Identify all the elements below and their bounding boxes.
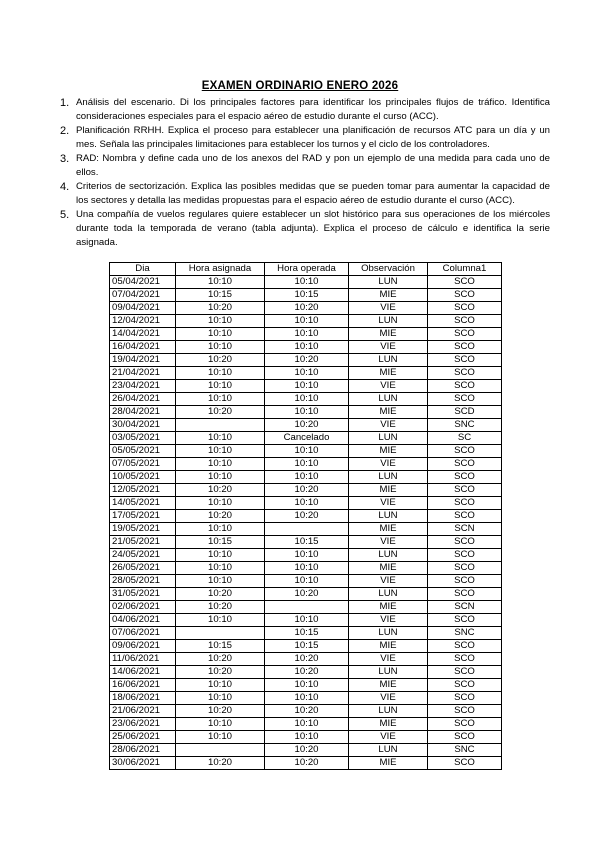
cell-columna1: SCO — [428, 588, 502, 601]
table-row — [110, 497, 502, 510]
cell-columna1: SCO — [428, 393, 502, 406]
cell-hora-asignada: 10:20 — [176, 705, 265, 718]
table-row — [110, 640, 502, 653]
cell-dia: 03/05/2021 — [110, 432, 176, 445]
question-number: 2. — [60, 125, 70, 137]
cell-hora-asignada: 10:15 — [176, 640, 265, 653]
question-number: 1. — [60, 97, 70, 109]
cell-observacion: VIE — [349, 614, 428, 627]
cell-dia: 24/05/2021 — [110, 549, 176, 562]
table-row — [110, 601, 502, 614]
table-row — [110, 406, 502, 419]
cell-observacion: VIE — [349, 731, 428, 744]
table-row — [110, 315, 502, 328]
header-hora-operada: Hora operada — [265, 263, 349, 276]
cell-columna1: SCO — [428, 315, 502, 328]
cell-hora-asignada: 10:15 — [176, 536, 265, 549]
cell-hora-operada: 10:10 — [265, 315, 349, 328]
cell-hora-operada: 10:10 — [265, 718, 349, 731]
cell-columna1: SC — [428, 432, 502, 445]
cell-dia: 18/06/2021 — [110, 692, 176, 705]
cell-hora-operada — [265, 523, 349, 536]
cell-observacion: MIE — [349, 757, 428, 770]
cell-observacion: LUN — [349, 432, 428, 445]
exam-title: EXAMEN ORDINARIO ENERO 2026 — [201, 80, 399, 92]
cell-hora-asignada: 10:15 — [176, 289, 265, 302]
question-number: 5. — [60, 209, 70, 221]
cell-observacion: VIE — [349, 419, 428, 432]
table-row — [110, 367, 502, 380]
cell-hora-asignada: 10:10 — [176, 315, 265, 328]
table-row — [110, 627, 502, 640]
cell-observacion: LUN — [349, 666, 428, 679]
question-number: 3. — [60, 153, 70, 165]
cell-hora-operada: 10:15 — [265, 640, 349, 653]
cell-columna1: SNC — [428, 744, 502, 757]
question-item — [60, 96, 550, 124]
cell-dia: 28/06/2021 — [110, 744, 176, 757]
table-row — [110, 380, 502, 393]
cell-columna1: SCO — [428, 731, 502, 744]
cell-observacion: VIE — [349, 692, 428, 705]
cell-hora-operada: 10:10 — [265, 406, 349, 419]
cell-hora-asignada: 10:10 — [176, 614, 265, 627]
cell-hora-asignada — [176, 419, 265, 432]
cell-columna1: SCO — [428, 614, 502, 627]
cell-columna1: SCO — [428, 549, 502, 562]
cell-observacion: VIE — [349, 653, 428, 666]
cell-dia: 28/04/2021 — [110, 406, 176, 419]
cell-dia: 21/04/2021 — [110, 367, 176, 380]
table-row — [110, 705, 502, 718]
table-row — [110, 562, 502, 575]
table-row — [110, 302, 502, 315]
cell-columna1: SCO — [428, 640, 502, 653]
cell-observacion: LUN — [349, 471, 428, 484]
table-row — [110, 653, 502, 666]
cell-dia: 31/05/2021 — [110, 588, 176, 601]
cell-hora-operada: 10:10 — [265, 731, 349, 744]
cell-hora-asignada: 10:20 — [176, 354, 265, 367]
header-hora-asignada: Hora asignada — [176, 263, 265, 276]
cell-dia: 12/05/2021 — [110, 484, 176, 497]
cell-columna1: SCO — [428, 380, 502, 393]
cell-hora-asignada: 10:10 — [176, 497, 265, 510]
cell-observacion: LUN — [349, 588, 428, 601]
table-row — [110, 731, 502, 744]
cell-observacion: LUN — [349, 276, 428, 289]
cell-columna1: SCO — [428, 679, 502, 692]
cell-hora-asignada: 10:20 — [176, 484, 265, 497]
table-header-row — [110, 263, 502, 276]
cell-dia: 07/05/2021 — [110, 458, 176, 471]
cell-dia: 12/04/2021 — [110, 315, 176, 328]
cell-hora-asignada: 10:10 — [176, 549, 265, 562]
table-row — [110, 393, 502, 406]
cell-columna1: SCO — [428, 276, 502, 289]
cell-observacion: LUN — [349, 744, 428, 757]
cell-dia: 11/06/2021 — [110, 653, 176, 666]
cell-dia: 25/06/2021 — [110, 731, 176, 744]
cell-hora-asignada: 10:20 — [176, 588, 265, 601]
cell-hora-asignada: 10:10 — [176, 393, 265, 406]
table-row — [110, 289, 502, 302]
question-list — [60, 96, 550, 250]
cell-hora-asignada: 10:10 — [176, 523, 265, 536]
cell-hora-operada: 10:20 — [265, 653, 349, 666]
table-row — [110, 575, 502, 588]
cell-observacion: VIE — [349, 536, 428, 549]
cell-dia: 28/05/2021 — [110, 575, 176, 588]
table-row — [110, 614, 502, 627]
cell-columna1: SNC — [428, 627, 502, 640]
table-row — [110, 276, 502, 289]
cell-observacion: VIE — [349, 380, 428, 393]
cell-hora-asignada: 10:20 — [176, 757, 265, 770]
cell-columna1: SCN — [428, 523, 502, 536]
table-row — [110, 666, 502, 679]
cell-observacion: LUN — [349, 510, 428, 523]
cell-columna1: SCO — [428, 575, 502, 588]
cell-hora-operada: 10:10 — [265, 445, 349, 458]
cell-dia: 09/06/2021 — [110, 640, 176, 653]
cell-dia: 16/04/2021 — [110, 341, 176, 354]
cell-hora-operada: 10:10 — [265, 575, 349, 588]
table-row — [110, 341, 502, 354]
cell-hora-operada: 10:20 — [265, 354, 349, 367]
cell-dia: 30/06/2021 — [110, 757, 176, 770]
cell-observacion: MIE — [349, 562, 428, 575]
question-item — [60, 208, 550, 250]
cell-hora-operada: 10:20 — [265, 757, 349, 770]
cell-observacion: VIE — [349, 458, 428, 471]
cell-hora-operada: 10:20 — [265, 744, 349, 757]
header-dia: Dia — [110, 263, 176, 276]
cell-hora-operada: 10:10 — [265, 471, 349, 484]
cell-dia: 02/06/2021 — [110, 601, 176, 614]
cell-hora-operada: 10:10 — [265, 562, 349, 575]
cell-hora-asignada: 10:10 — [176, 367, 265, 380]
cell-observacion: MIE — [349, 640, 428, 653]
cell-hora-operada: 10:15 — [265, 289, 349, 302]
cell-columna1: SCO — [428, 653, 502, 666]
cell-hora-asignada: 10:10 — [176, 718, 265, 731]
cell-dia: 21/06/2021 — [110, 705, 176, 718]
cell-columna1: SCO — [428, 458, 502, 471]
cell-observacion: MIE — [349, 679, 428, 692]
cell-observacion: VIE — [349, 341, 428, 354]
cell-columna1: SCO — [428, 367, 502, 380]
table-row — [110, 757, 502, 770]
cell-hora-operada: 10:15 — [265, 536, 349, 549]
cell-hora-asignada: 10:20 — [176, 653, 265, 666]
cell-observacion: MIE — [349, 484, 428, 497]
cell-observacion: LUN — [349, 549, 428, 562]
cell-hora-operada: 10:15 — [265, 627, 349, 640]
cell-columna1: SCN — [428, 601, 502, 614]
cell-dia: 09/04/2021 — [110, 302, 176, 315]
question-item — [60, 180, 550, 208]
cell-hora-asignada: 10:10 — [176, 432, 265, 445]
cell-hora-operada: 10:10 — [265, 692, 349, 705]
cell-observacion: LUN — [349, 354, 428, 367]
cell-hora-asignada: 10:20 — [176, 406, 265, 419]
cell-hora-asignada: 10:10 — [176, 692, 265, 705]
question-text: Criterios de sectorización. Explica las posibles medidas que se pueden tomar para aumentar la capacidad de los sectores y detalla las medidas propuestas para el espacio aéreo de estudio durante el curso (ACC). — [76, 181, 550, 206]
cell-dia: 14/04/2021 — [110, 328, 176, 341]
cell-hora-asignada: 10:10 — [176, 731, 265, 744]
cell-columna1: SCO — [428, 497, 502, 510]
question-text: RAD: Nombra y define cada uno de los anexos del RAD y pon un ejemplo de una medida para cada uno de ellos. — [76, 153, 550, 178]
cell-observacion: MIE — [349, 718, 428, 731]
cell-dia: 19/04/2021 — [110, 354, 176, 367]
question-item — [60, 124, 550, 152]
cell-hora-asignada: 10:10 — [176, 445, 265, 458]
table-row — [110, 328, 502, 341]
cell-columna1: SCO — [428, 484, 502, 497]
cell-columna1: SCO — [428, 705, 502, 718]
header-columna1: Columna1 — [428, 263, 502, 276]
table-row — [110, 432, 502, 445]
cell-observacion: LUN — [349, 393, 428, 406]
cell-hora-asignada: 10:10 — [176, 575, 265, 588]
cell-hora-operada: 10:20 — [265, 588, 349, 601]
cell-hora-operada: 10:10 — [265, 679, 349, 692]
cell-dia: 07/06/2021 — [110, 627, 176, 640]
cell-hora-operada — [265, 601, 349, 614]
cell-dia: 07/04/2021 — [110, 289, 176, 302]
cell-hora-operada: 10:10 — [265, 341, 349, 354]
cell-hora-asignada — [176, 627, 265, 640]
cell-columna1: SCO — [428, 757, 502, 770]
cell-columna1: SCO — [428, 562, 502, 575]
cell-hora-operada: 10:10 — [265, 614, 349, 627]
cell-hora-operada: 10:10 — [265, 367, 349, 380]
cell-observacion: MIE — [349, 367, 428, 380]
cell-observacion: LUN — [349, 705, 428, 718]
cell-columna1: SCD — [428, 406, 502, 419]
cell-observacion: MIE — [349, 328, 428, 341]
cell-hora-asignada: 10:10 — [176, 380, 265, 393]
table-row — [110, 419, 502, 432]
slot-table — [109, 262, 502, 770]
cell-observacion: VIE — [349, 575, 428, 588]
cell-hora-asignada: 10:20 — [176, 666, 265, 679]
table-row — [110, 445, 502, 458]
question-number: 4. — [60, 181, 70, 193]
cell-hora-operada: 10:10 — [265, 458, 349, 471]
cell-hora-asignada: 10:10 — [176, 341, 265, 354]
cell-hora-operada: 10:20 — [265, 302, 349, 315]
cell-hora-operada: 10:20 — [265, 666, 349, 679]
cell-columna1: SCO — [428, 471, 502, 484]
cell-dia: 26/04/2021 — [110, 393, 176, 406]
cell-dia: 16/06/2021 — [110, 679, 176, 692]
cell-dia: 14/06/2021 — [110, 666, 176, 679]
cell-hora-asignada: 10:10 — [176, 679, 265, 692]
cell-observacion: VIE — [349, 302, 428, 315]
cell-hora-asignada: 10:10 — [176, 276, 265, 289]
cell-observacion: MIE — [349, 406, 428, 419]
cell-columna1: SCO — [428, 328, 502, 341]
cell-columna1: SNC — [428, 419, 502, 432]
cell-dia: 14/05/2021 — [110, 497, 176, 510]
table-row — [110, 354, 502, 367]
table-row — [110, 718, 502, 731]
question-text: Una compañía de vuelos regulares quiere establecer un slot histórico para sus operaciones de los miércoles durante toda la temporada de verano (tabla adjunta). Explica el proceso de cálculo e identifica la serie asignada. — [76, 209, 550, 248]
cell-hora-operada: 10:20 — [265, 510, 349, 523]
question-text: Planificación RRHH. Explica el proceso para establecer una planificación de recursos ATC para un día y un mes. Señala las principales limitaciones para establecer los turnos y el ciclo de los controladores. — [76, 125, 550, 150]
cell-hora-operada: 10:10 — [265, 393, 349, 406]
table-row — [110, 744, 502, 757]
cell-dia: 30/04/2021 — [110, 419, 176, 432]
question-item — [60, 152, 550, 180]
cell-observacion: MIE — [349, 289, 428, 302]
cell-observacion: MIE — [349, 523, 428, 536]
cell-columna1: SCO — [428, 445, 502, 458]
cell-columna1: SCO — [428, 302, 502, 315]
cell-hora-operada: Cancelado — [265, 432, 349, 445]
cell-hora-asignada: 10:10 — [176, 328, 265, 341]
table-row — [110, 549, 502, 562]
cell-columna1: SCO — [428, 354, 502, 367]
cell-dia: 10/05/2021 — [110, 471, 176, 484]
cell-hora-operada: 10:10 — [265, 276, 349, 289]
cell-hora-operada: 10:10 — [265, 497, 349, 510]
cell-hora-operada: 10:20 — [265, 705, 349, 718]
cell-dia: 04/06/2021 — [110, 614, 176, 627]
cell-hora-operada: 10:10 — [265, 549, 349, 562]
cell-hora-operada: 10:10 — [265, 380, 349, 393]
header-observacion: Observación — [349, 263, 428, 276]
cell-columna1: SCO — [428, 718, 502, 731]
cell-columna1: SCO — [428, 341, 502, 354]
cell-observacion: LUN — [349, 627, 428, 640]
cell-dia: 23/04/2021 — [110, 380, 176, 393]
cell-columna1: SCO — [428, 289, 502, 302]
cell-observacion: MIE — [349, 601, 428, 614]
table-row — [110, 510, 502, 523]
cell-columna1: SCO — [428, 510, 502, 523]
cell-dia: 05/04/2021 — [110, 276, 176, 289]
cell-observacion: MIE — [349, 445, 428, 458]
cell-columna1: SCO — [428, 536, 502, 549]
cell-hora-asignada: 10:20 — [176, 302, 265, 315]
cell-hora-asignada: 10:10 — [176, 471, 265, 484]
table-row — [110, 484, 502, 497]
cell-hora-operada: 10:20 — [265, 419, 349, 432]
cell-dia: 23/06/2021 — [110, 718, 176, 731]
question-text: Análisis del escenario. Di los principales factores para identificar los principales flujos de tráfico. Identifica consideraciones especiales para el espacio aéreo de estudio durante el curso (ACC). — [76, 97, 550, 122]
cell-hora-operada: 10:10 — [265, 328, 349, 341]
table-row — [110, 536, 502, 549]
cell-dia: 26/05/2021 — [110, 562, 176, 575]
cell-observacion: LUN — [349, 315, 428, 328]
cell-columna1: SCO — [428, 666, 502, 679]
cell-hora-asignada: 10:10 — [176, 562, 265, 575]
cell-hora-asignada: 10:20 — [176, 601, 265, 614]
cell-hora-asignada: 10:20 — [176, 510, 265, 523]
table-row — [110, 679, 502, 692]
cell-hora-operada: 10:20 — [265, 484, 349, 497]
cell-dia: 21/05/2021 — [110, 536, 176, 549]
table-row — [110, 588, 502, 601]
cell-hora-asignada — [176, 744, 265, 757]
cell-dia: 19/05/2021 — [110, 523, 176, 536]
cell-dia: 17/05/2021 — [110, 510, 176, 523]
table-row — [110, 458, 502, 471]
cell-dia: 05/05/2021 — [110, 445, 176, 458]
cell-observacion: VIE — [349, 497, 428, 510]
table-body — [110, 276, 502, 770]
table-row — [110, 523, 502, 536]
cell-columna1: SCO — [428, 692, 502, 705]
table-row — [110, 692, 502, 705]
table-row — [110, 471, 502, 484]
cell-hora-asignada: 10:10 — [176, 458, 265, 471]
